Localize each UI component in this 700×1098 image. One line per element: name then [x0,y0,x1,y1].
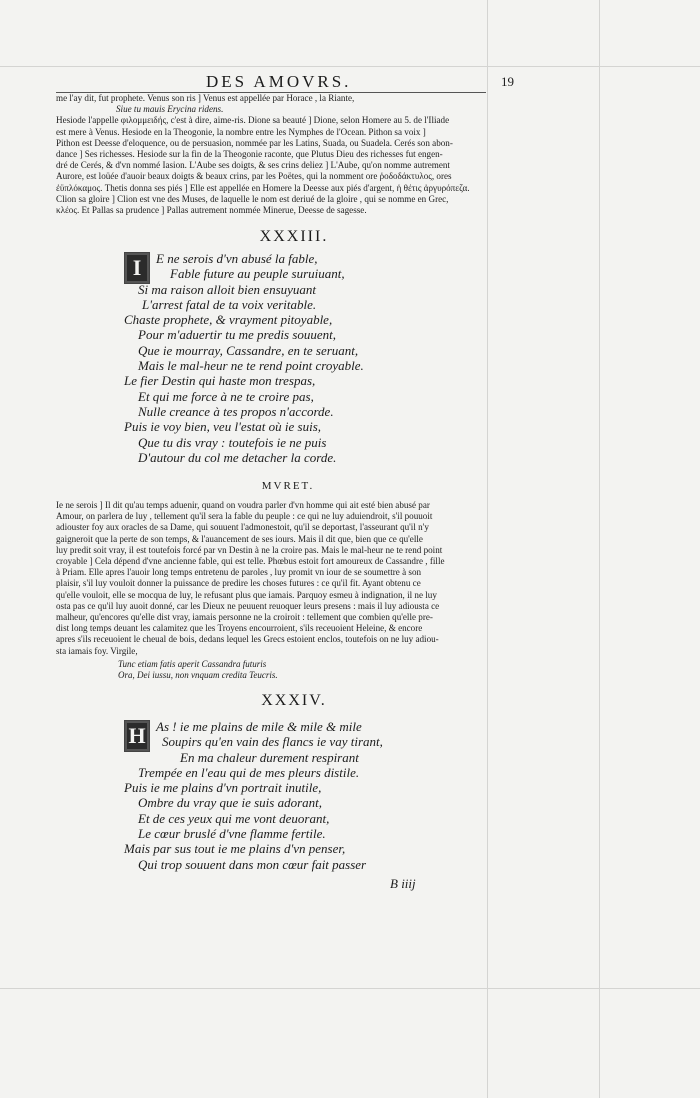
commentary-line: Ie ne serois ] Il dit qu'au temps aduenir, quand on voudra parler d'vn homme qui ait esté bien abusé par [56,500,430,510]
quote-line: Ora, Dei iussu, non vnquam credita Teucris. [118,670,278,680]
sonnet-number: XXXIV. [261,692,327,709]
running-title: DES AMOVRS. [206,72,352,91]
page-number: 19 [501,74,514,89]
note-line: Pithon est Deesse d'eloquence, ou de persuasion, nommée par les Latins, Suada, ou Suadela. Cerés son abon- [56,137,453,148]
dropcap-ornament: H [124,720,150,752]
verse-line: As ! ie me plains de mile & mile & mile [156,719,362,734]
verse-line: Trempée en l'eau qui de mes pleurs distile. [138,764,360,780]
verse-line: Si ma raison alloit bien ensuyuant [138,281,317,297]
commentary-line: apres s'ils receuoient le cheual de bois, dedans lequel les Grecs estoient enclos, toutefois on ne luy adiou- [56,634,439,645]
note-line: dance ] Ses richesses. Hesiode sur la fin de la Theogonie raconte, que Plutus Dieu des richesses fut engen- [56,149,443,160]
verse-line: Fable future au peuple suruiuant, [170,266,345,282]
verse-line: Le cœur bruslé d'vne flamme fertile. [138,826,326,842]
note-line: Aurore, est loüée d'auoir beaux doigts & beaux crins, par les Poëtes, qui la nomment ore ῥοδοδάκτυλος, ores [56,171,452,182]
verse-line: Et de ces yeux qui me vont deuorant, [138,810,330,826]
commentary-notes [56,93,488,216]
commentary-line: malheur, qu'encores qu'elle dist vray, iamais personne ne la croiroit : tellement que combien qu'elle pre- [56,612,433,623]
verse-line: Ombre du vray que ie suis adorant, [138,795,323,811]
dropcap-ornament: I [124,252,150,284]
commentary-line: osta pas ce qu'il luy auoit donné, car les Dieux ne peuuent reuoquer leurs presens : mais il luy adiousta ce [56,600,440,611]
note-line: κλέος. Et Pallas sa prudence ] Pallas autrement nommée Minerue, Deesse de sagesse. [56,205,367,216]
virgil-quotation [118,659,278,681]
verse-line: Pour m'aduertir tu me predis souuent, [138,327,337,343]
note-line: dré de Cerés, & d'vn nommé Iasion. L'Aube ses doigts, & ses crins deliez ] L'Aube, qu'on nomme autrement [56,160,450,171]
muret-heading: MVRET. [261,480,315,492]
commentary-line: Amour, on parlera de luy , tellement qu'il sera la fable du peuple : ce qui ne luy aduiendroit, s'il pouuoit [56,511,433,522]
grid-line-horizontal [0,66,700,67]
commentary-line: qu'elle vouloit, elle se mocqua de luy, le refusant plus que iamais. Parquoy esmeu à indignation, il ne luy [56,589,437,600]
verse-line: D'autour du col me detacher la corde. [138,449,337,465]
verse-line: Qui trop souuent dans mon cœur fait passer [138,856,367,872]
commentary-line: à Priam. Elle apres l'auoir long temps entretenu de paroles , luy promit vn iour de se soumettre à son [56,567,422,578]
verse-line: L'arrest fatal de ta voix veritable. [142,296,317,312]
commentary-line: gaigneroit que la perte de son temps, & l'auancement de ses iours. Mais il dit que, bien que ce qu'elle [56,533,423,544]
note-line: ἐϋπλόκαμος. Thetis donna ses piés ] Elle est appellée en Homere la Deesse aux piés d'argent, ἡ θέτις ἀργυρόπεζα. [56,182,470,193]
verse-line: Chaste prophete, & vrayment pitoyable, [124,312,333,328]
note-line: Siue tu mauis Erycina ridens. [116,104,224,115]
verse-line: Et qui me force à ne te croire pas, [138,388,314,404]
commentary-line: luy predit soit vray, il est toutefois forcé par vn Destin à ne la croire pas. Mais le mal-heur ne te rend point [56,544,443,555]
verse-line: Nulle creance à tes propos n'accorde. [138,403,334,419]
commentary-line: plaisir, s'il luy vouloit donner la puissance de predire les choses futures : ce qu'il fit. Ayant obtenu ce [56,578,421,589]
grid-line-vertical [599,0,600,1098]
verse-line: Soupirs qu'en vain des flancs ie vay tirant, [162,734,383,750]
quote-line: Tunc etiam fatis aperit Cassandra futuris [118,659,267,669]
verse-line: En ma chaleur durement respirant [180,749,359,765]
verse-line: Le fier Destin qui haste mon trespas, [124,373,316,389]
note-line: me l'ay dit, fut prophete. Venus son ris ] Venus est appellée par Horace , la Riante, [56,93,355,103]
sonnet-body [124,251,364,465]
commentary-line: adiouster foy aux oracles de sa Dame, qui souuent l'admonestoit, qu'il se deportast, l'asseurant qu'il n'y [56,522,429,533]
commentary-line: dist long temps deuant les calamitez que les Troyens encourroient, s'ils receuoient Heleine, & encore [56,623,423,634]
note-line: Clion sa gloire ] Clion est vne des Muses, de laquelle le nom est deriué de la gloire , qui se nomme en Grec, [56,193,449,204]
verse-line: Mais le mal-heur ne te rend point croyable. [138,358,364,374]
verse-line: Que tu dis vray : toutefois ie ne puis [138,434,327,450]
verse-line: Mais par sus tout ie me plains d'vn penser, [124,841,346,857]
commentary-line: croyable ] Cela dépend d'vne ancienne fable, qui est telle. Phœbus estoit fort amoureux de Cassandre , fille [56,556,445,567]
muret-commentary [56,500,488,657]
note-line: est mere à Venus. Hesiode en la Theogonie, la nombre entre les Nymphes de l'Ocean. Pithon sa voix ] [56,126,426,137]
sonnet-body [124,719,383,872]
commentary-line: sta iamais foy. Virgile, [56,645,138,656]
verse-line: E ne serois d'vn abusé la fable, [156,251,318,266]
verse-line: Que ie mourray, Cassandre, en te seruant, [138,342,359,358]
verse-line: Puis ie me plains d'vn portrait inutile, [124,780,322,796]
verse-line: Puis ie voy bien, veu l'estat où ie suis, [124,419,322,435]
note-line: Hesiode l'appelle φιλομμειδής, c'est à dire, aime-ris. Dione sa beauté ] Dione, selon Homere au 5. de l'Iliade [56,115,450,126]
signature-mark: B iiij [390,876,416,891]
grid-line-horizontal [0,988,700,989]
sonnet-number: XXXIII. [259,228,329,245]
